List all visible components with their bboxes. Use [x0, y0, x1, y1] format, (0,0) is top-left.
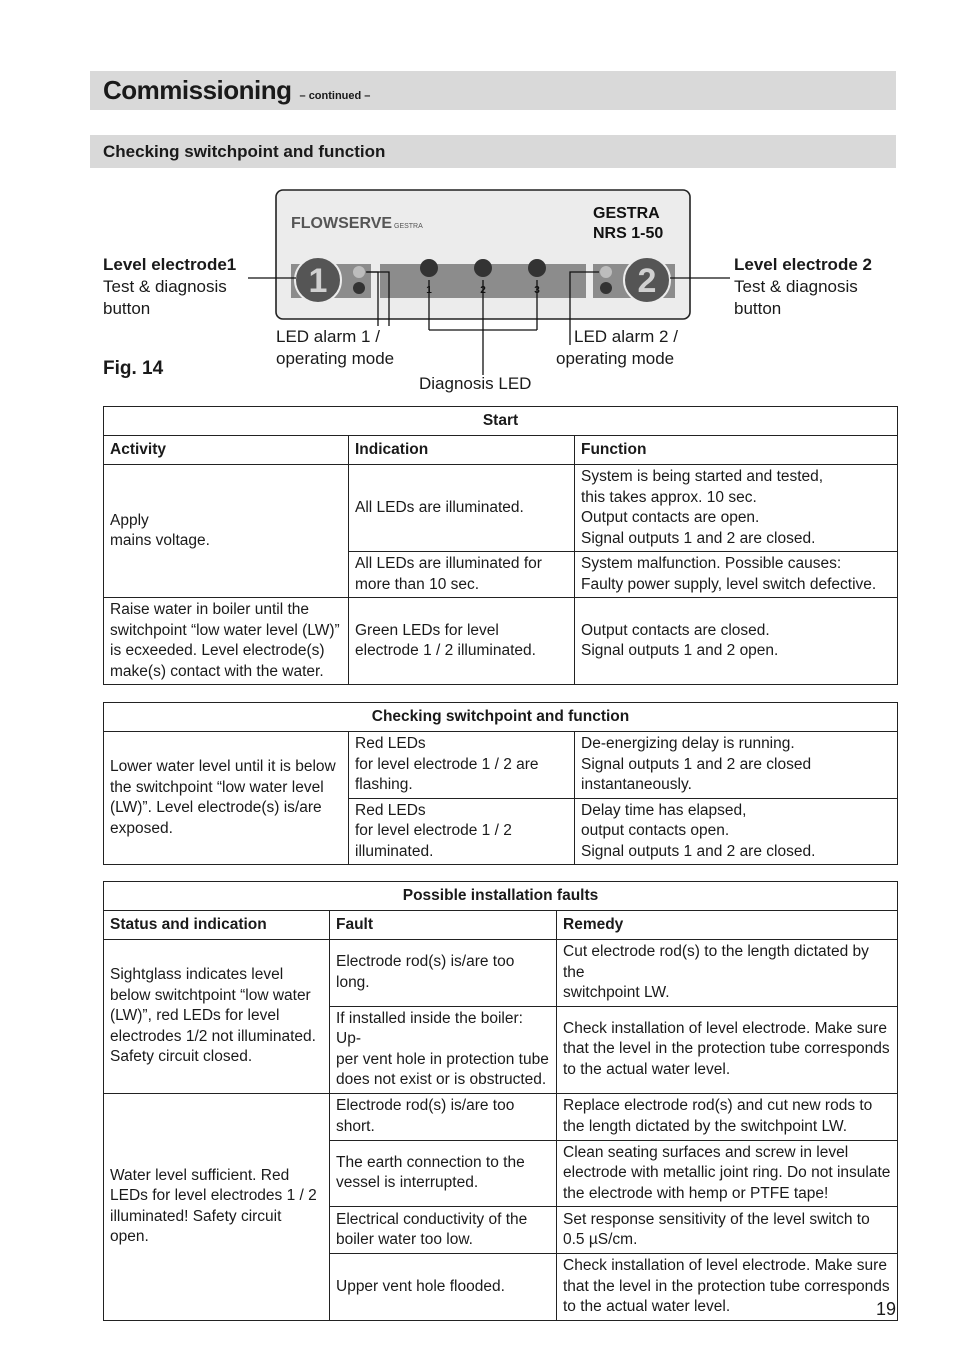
label-left-line1: Test & diagnosis — [103, 277, 227, 296]
title-suffix: – continued – — [299, 90, 371, 102]
figure-caption: Fig. 14 — [103, 358, 164, 379]
test-button-1-label: 1 — [308, 262, 328, 300]
faults-g2-r3-fault: Electrical conductivity of the boiler water too low. — [330, 1207, 557, 1254]
label-left-title: Level electrode1 — [103, 255, 237, 274]
check-r2-function: Delay time has elapsed, output contacts open. Signal outputs 1 and 2 are closed. — [575, 798, 898, 865]
diagnosis-led-2-label: 2 — [480, 285, 486, 296]
label-right-line2: button — [734, 299, 782, 318]
label-left-line2: button — [103, 299, 151, 318]
header-remedy: Remedy — [557, 911, 898, 940]
alarm2-lower-led — [600, 282, 612, 294]
faults-g2-status: Water level sufficient. Red LEDs for level electrodes 1 / 2 illuminated! Safety circuit open. — [104, 1093, 330, 1320]
page-number: 19 — [876, 1299, 897, 1319]
test-button-2-label: 2 — [637, 262, 657, 300]
led-alarm2-line2: operating mode — [556, 349, 675, 368]
check-r2-indication: Red LEDs for level electrode 1 / 2 illuminated. — [349, 798, 575, 865]
start-r2-function: System malfunction. Possible causes: Faulty power supply, level switch defective. — [575, 552, 898, 598]
faults-table-title: Possible installation faults — [104, 882, 898, 911]
alarm1-lower-led — [353, 282, 365, 294]
start-r3-activity: Raise water in boiler until the switchpoint “low water level (LW)” is ecxeeded. Level electrode(s) make(s) contact with the water. — [104, 598, 349, 685]
device-diagram — [0, 0, 954, 400]
start-r3-indication: Green LEDs for level electrode 1 / 2 illuminated. — [349, 598, 575, 685]
start-r1-function: System is being started and tested, this takes approx. 10 sec. Output contacts are open. Signal outputs 1 and 2 are closed. — [575, 465, 898, 552]
check-r1-activity: Lower water level until it is below the switchpoint “low water level (LW)”. Level electrode(s) is/are exposed. — [104, 732, 349, 865]
diagnosis-led-3 — [528, 259, 546, 277]
label-diagnosis-led — [419, 373, 531, 395]
header-activity: Activity — [104, 436, 349, 465]
faults-g1-r1-remedy: Cut electrode rod(s) to the length dictated by the switchpoint LW. — [557, 940, 898, 1007]
gestra-small-logo: GESTRA — [394, 223, 423, 230]
title-text: Commissioning — [103, 75, 292, 105]
led-alarm1-line1: LED alarm 1 / — [276, 327, 380, 346]
faults-g1-status: Sightglass indicates level below switchtpoint “low water (LW)”, red LEDs for level electrodes 1/2 not illuminated. Safety circuit closed. — [104, 940, 330, 1094]
check-table-title: Checking switchpoint and function — [104, 703, 898, 732]
label-right-title: Level electrode 2 — [734, 255, 872, 274]
faults-g2-r4-remedy: Check installation of level electrode. Make sure that the level in the protection tube corresponds to the actual water level. — [557, 1254, 898, 1321]
faults-table — [103, 881, 898, 1321]
start-r1-activity: Apply mains voltage. — [104, 465, 349, 598]
faults-g2-r1-remedy: Replace electrode rod(s) and cut new rods to the length dictated by the switchpoint LW. — [557, 1093, 898, 1140]
faults-g1-r2-fault: If installed inside the boiler: Up- per vent hole in protection tube does not exist or is obstructed. — [330, 1006, 557, 1093]
header-function: Function — [575, 436, 898, 465]
header-indication: Indication — [349, 436, 575, 465]
faults-g2-r1-fault: Electrode rod(s) is/are too short. — [330, 1093, 557, 1140]
start-r2-indication: All LEDs are illuminated for more than 10 sec. — [349, 552, 575, 598]
start-table-title: Start — [104, 407, 898, 436]
header-fault: Fault — [330, 911, 557, 940]
model-brand: GESTRA — [593, 205, 660, 222]
header-status: Status and indication — [104, 911, 330, 940]
check-table — [103, 702, 898, 865]
label-led-alarm-1 — [276, 326, 396, 370]
diagnosis-led-3-label: 3 — [534, 285, 540, 296]
subsection-title: Checking switchpoint and function — [103, 142, 386, 161]
alarm1-upper-led — [353, 266, 365, 278]
flowserve-logo: FLOWSERVE — [291, 215, 393, 232]
start-table — [103, 406, 898, 685]
faults-g2-r2-fault: The earth connection to the vessel is interrupted. — [330, 1140, 557, 1207]
diagnosis-led-text: Diagnosis LED — [419, 374, 532, 393]
model-name: NRS 1-50 — [593, 225, 664, 242]
label-level-electrode-2 — [734, 254, 872, 320]
label-right-line1: Test & diagnosis — [734, 277, 858, 296]
led-alarm1-line2: operating mode — [276, 349, 395, 368]
led-alarm2-line1: LED alarm 2 / — [574, 327, 678, 346]
diagnosis-led-2 — [474, 259, 492, 277]
label-led-alarm-2 — [556, 326, 678, 370]
faults-g2-r2-remedy: Clean seating surfaces and screw in level electrode with metallic joint ring. Do not insulate the electrode with hemp or PTFE tape! — [557, 1140, 898, 1207]
check-r1-function: De-energizing delay is running. Signal outputs 1 and 2 are closed instantaneously. — [575, 732, 898, 799]
start-r3-function: Output contacts are closed. Signal outputs 1 and 2 open. — [575, 598, 898, 685]
check-r1-indication: Red LEDs for level electrode 1 / 2 are flashing. — [349, 732, 575, 799]
faults-g2-r4-fault: Upper vent hole flooded. — [330, 1254, 557, 1321]
diagnosis-led-1-label: 1 — [426, 285, 432, 296]
faults-g1-r1-fault: Electrode rod(s) is/are too long. — [330, 940, 557, 1007]
faults-g2-r3-remedy: Set response sensitivity of the level switch to 0.5 µS/cm. — [557, 1207, 898, 1254]
diagnosis-led-1 — [420, 259, 438, 277]
label-level-electrode-1 — [103, 254, 236, 320]
start-r1-indication: All LEDs are illuminated. — [349, 465, 575, 552]
alarm2-upper-led — [600, 266, 612, 278]
faults-g1-r2-remedy: Check installation of level electrode. Make sure that the level in the protection tube corresponds to the actual water level. — [557, 1006, 898, 1093]
